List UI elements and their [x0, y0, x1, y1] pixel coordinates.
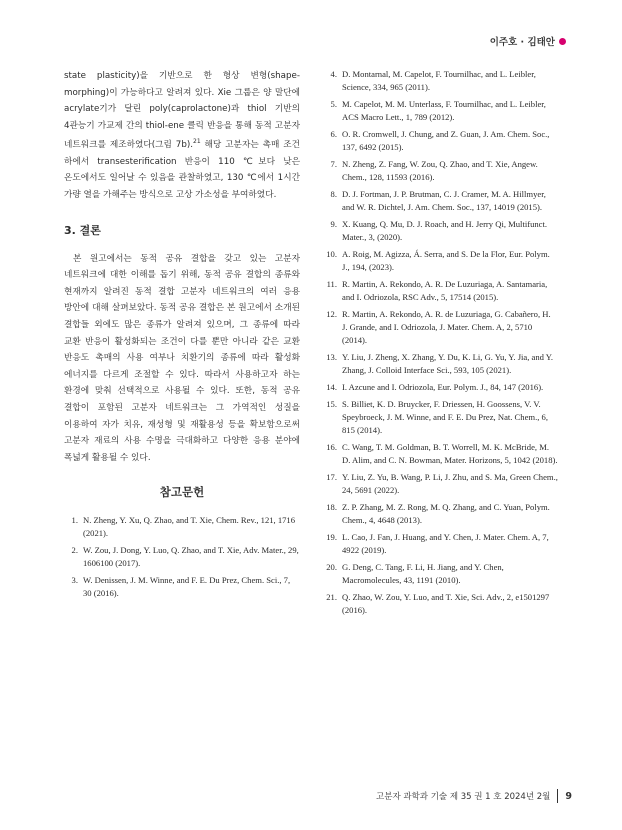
reference-item	[326, 308, 558, 347]
reference-text: D. Montarnal, M. Capelot, F. Tournilhac, and L. Leibler, Science, 334, 965 (2011).	[342, 69, 536, 92]
reference-number: 13.	[326, 352, 337, 362]
paragraph-text: state plasticity)을 기반으로 한 형상 변형(shape-morphing)이 가능하다고 알려져 있다. Xie 그룹은 양 말단에 acrylate기가 달린 poly(caprolactone)과 thiol 기반의 4관능기 가교제 간의 thiol-ene 클릭 반응을 통해 동적 고분자 네트워크를 제조하였다(그림 7b).	[64, 71, 300, 151]
reference-text: W. Denissen, J. M. Winne, and F. E. Du Prez, Chem. Sci., 7, 30 (2016).	[83, 575, 291, 599]
reference-number: 14.	[326, 382, 337, 392]
footer-divider	[557, 789, 558, 803]
paragraph-continuation	[64, 68, 300, 204]
references-title: 참고문헌	[159, 485, 205, 500]
reference-item	[326, 68, 558, 94]
journal-info: 고분자 과학과 기술 제 35 권 1 호 2024년 2월	[376, 792, 551, 802]
reference-text: R. Martin, A. Rekondo, A. R. de Luzuriaga, G. Cabañero, H. J. Grande, and I. Odriozola, J. Mater. Chem. A, 2, 5710 (2014).	[342, 309, 551, 345]
references-list-left	[64, 514, 300, 600]
reference-text: X. Kuang, Q. Mu, D. J. Roach, and H. Jerry Qi, Multifunct. Mater., 3, (2020).	[342, 219, 548, 242]
reference-number: 12.	[326, 309, 337, 319]
reference-item	[326, 591, 558, 617]
reference-item	[64, 544, 300, 570]
reference-item	[326, 441, 558, 467]
reference-text: C. Wang, T. M. Goldman, B. T. Worrell, M. K. McBride, M. D. Alim, and C. N. Bowman, Mater. Horizons, 5, 1042 (2018).	[342, 442, 558, 465]
right-column	[326, 68, 558, 621]
reference-item	[326, 218, 558, 244]
reference-text: L. Cao, J. Fan, J. Huang, and Y. Chen, J. Mater. Chem. A, 7, 4922 (2019).	[342, 532, 549, 555]
reference-item	[326, 501, 558, 527]
references-list-right	[326, 68, 558, 617]
reference-text: D. J. Fortman, J. P. Brutman, C. J. Cramer, M. A. Hillmyer, and W. R. Dichtel, J. Am. Chem. Soc., 137, 14019 (2015).	[342, 189, 546, 212]
reference-text: M. Capelot, M. M. Unterlass, F. Tournilhac, and L. Leibler, ACS Macro Lett., 1, 789 (2012).	[342, 99, 546, 122]
reference-number: 1.	[71, 515, 78, 526]
reference-item	[326, 471, 558, 497]
reference-number: 2.	[71, 545, 78, 556]
page-header	[490, 34, 566, 48]
reference-text: S. Billiet, K. D. Bruycker, F. Driessen, H. Goossens, V. V. Speybroeck, J. M. Winne, and F. E. Du Prez, Nat. Chem., 6, 815 (2014).	[342, 399, 548, 435]
left-column	[64, 68, 300, 604]
reference-item	[326, 398, 558, 437]
citation-superscript[interactable]: 21	[193, 138, 201, 146]
reference-text: N. Zheng, Z. Fang, W. Zou, Q. Zhao, and T. Xie, Angew. Chem., 128, 11593 (2016).	[342, 159, 538, 182]
conclusion-paragraph: 본 원고에서는 동적 공유 결합을 갖고 있는 고분자 네트워크에 대한 이해를 돕기 위해, 동적 공유 결합의 종류와 현재까지 알려진 동적 결합 고분자 네트워크의 여러 응용 방안에 대해 살펴보았다. 동적 공유 결합은 본 원고에서 소개된 결합들 외에도 많은 종류가 알려져 있으며, 그 종류에 따라 교환 반응이 활성화되는 조건이 다를 뿐만 아니라 같은 교환 반응도 촉매의 사용 여부나 치환기의 종류에 따라 활성화 에너지를 다르게 조절할 수 있다. 따라서 사용하고자 하는 환경에 맞춰 선택적으로 사용될 수 있다. 또한, 동적 공유 결합이 포함된 고분자 네트워크는 그 가역적인 성질을 이용하여 자가 치유, 재성형 및 재활용성 등을 확보함으로써 고분자 재료의 사용 수명을 극대화하고 다양한 응용 분야에 폭넓게 활용될 수 있다.	[64, 253, 300, 463]
reference-item	[326, 381, 558, 394]
paragraph-text: 해당 고분자는 촉매 조건 하에서 transesterification 반응이 110 ℃보다 낮은 온도에서도 일어날 수 있음을 관찰하였고, 130 ℃에서 1시간 가량 열을 가해주는 방식으로 고상 가소성을 부여하였다.	[64, 140, 301, 201]
section-title: 3. 결론	[64, 223, 101, 237]
reference-text: A. Roig, M. Agizza, Á. Serra, and S. De la Flor, Eur. Polym. J., 194, (2023).	[342, 249, 550, 272]
reference-item	[326, 351, 558, 377]
reference-number: 18.	[326, 502, 337, 512]
reference-item	[326, 531, 558, 557]
reference-item	[326, 561, 558, 587]
header-authors: 이주호 · 김태안	[489, 37, 555, 48]
reference-number: 16.	[326, 442, 337, 452]
header-dot-icon	[559, 38, 566, 45]
reference-item	[326, 128, 558, 154]
reference-number: 15.	[326, 399, 337, 409]
reference-text: I. Azcune and I. Odriozola, Eur. Polym. J., 84, 147 (2016).	[342, 382, 544, 392]
reference-number: 17.	[326, 472, 337, 482]
reference-number: 19.	[326, 532, 337, 542]
reference-number: 10.	[326, 249, 337, 259]
reference-text: W. Zou, J. Dong, Y. Luo, Q. Zhao, and T. Xie, Adv. Mater., 29, 1606100 (2017).	[83, 545, 299, 569]
reference-item	[326, 248, 558, 274]
reference-text: O. R. Cromwell, J. Chung, and Z. Guan, J. Am. Chem. Soc., 137, 6492 (2015).	[342, 129, 550, 152]
reference-number: 3.	[71, 575, 78, 586]
reference-text: Y. Liu, J. Zheng, X. Zhang, Y. Du, K. Li, G. Yu, Y. Jia, and Y. Zhang, J. Colloid Interface Sci., 593, 105 (2021).	[342, 352, 554, 375]
reference-number: 8.	[330, 189, 337, 199]
reference-number: 7.	[330, 159, 337, 169]
reference-text: R. Martin, A. Rekondo, A. R. De Luzuriaga, A. Santamaria, and I. Odriozola, RSC Adv., 5, 17514 (2015).	[342, 279, 548, 302]
reference-number: 11.	[326, 279, 337, 289]
reference-item	[326, 158, 558, 184]
reference-text: Y. Liu, Z. Yu, B. Wang, P. Li, J. Zhu, and S. Ma, Green Chem., 24, 5691 (2022).	[342, 472, 558, 495]
reference-item	[64, 514, 300, 540]
reference-text: G. Deng, C. Tang, F. Li, H. Jiang, and Y. Chen, Macromolecules, 43, 1191 (2010).	[342, 562, 504, 585]
reference-number: 5.	[330, 99, 337, 109]
reference-item	[326, 188, 558, 214]
reference-item	[64, 574, 300, 600]
reference-item	[326, 98, 558, 124]
reference-text: N. Zheng, Y. Xu, Q. Zhao, and T. Xie, Chem. Rev., 121, 1716 (2021).	[83, 515, 296, 539]
reference-number: 6.	[330, 129, 337, 139]
reference-item	[326, 278, 558, 304]
page-number: 9	[565, 790, 572, 802]
reference-number: 4.	[330, 69, 337, 79]
reference-text: Z. P. Zhang, M. Z. Rong, M. Q. Zhang, and C. Yuan, Polym. Chem., 4, 4648 (2013).	[342, 502, 550, 525]
reference-text: Q. Zhao, W. Zou, Y. Luo, and T. Xie, Sci. Adv., 2, e1501297 (2016).	[342, 592, 550, 615]
reference-number: 21.	[326, 592, 337, 602]
page-footer	[376, 789, 572, 803]
reference-number: 9.	[330, 219, 337, 229]
reference-number: 20.	[326, 562, 337, 572]
